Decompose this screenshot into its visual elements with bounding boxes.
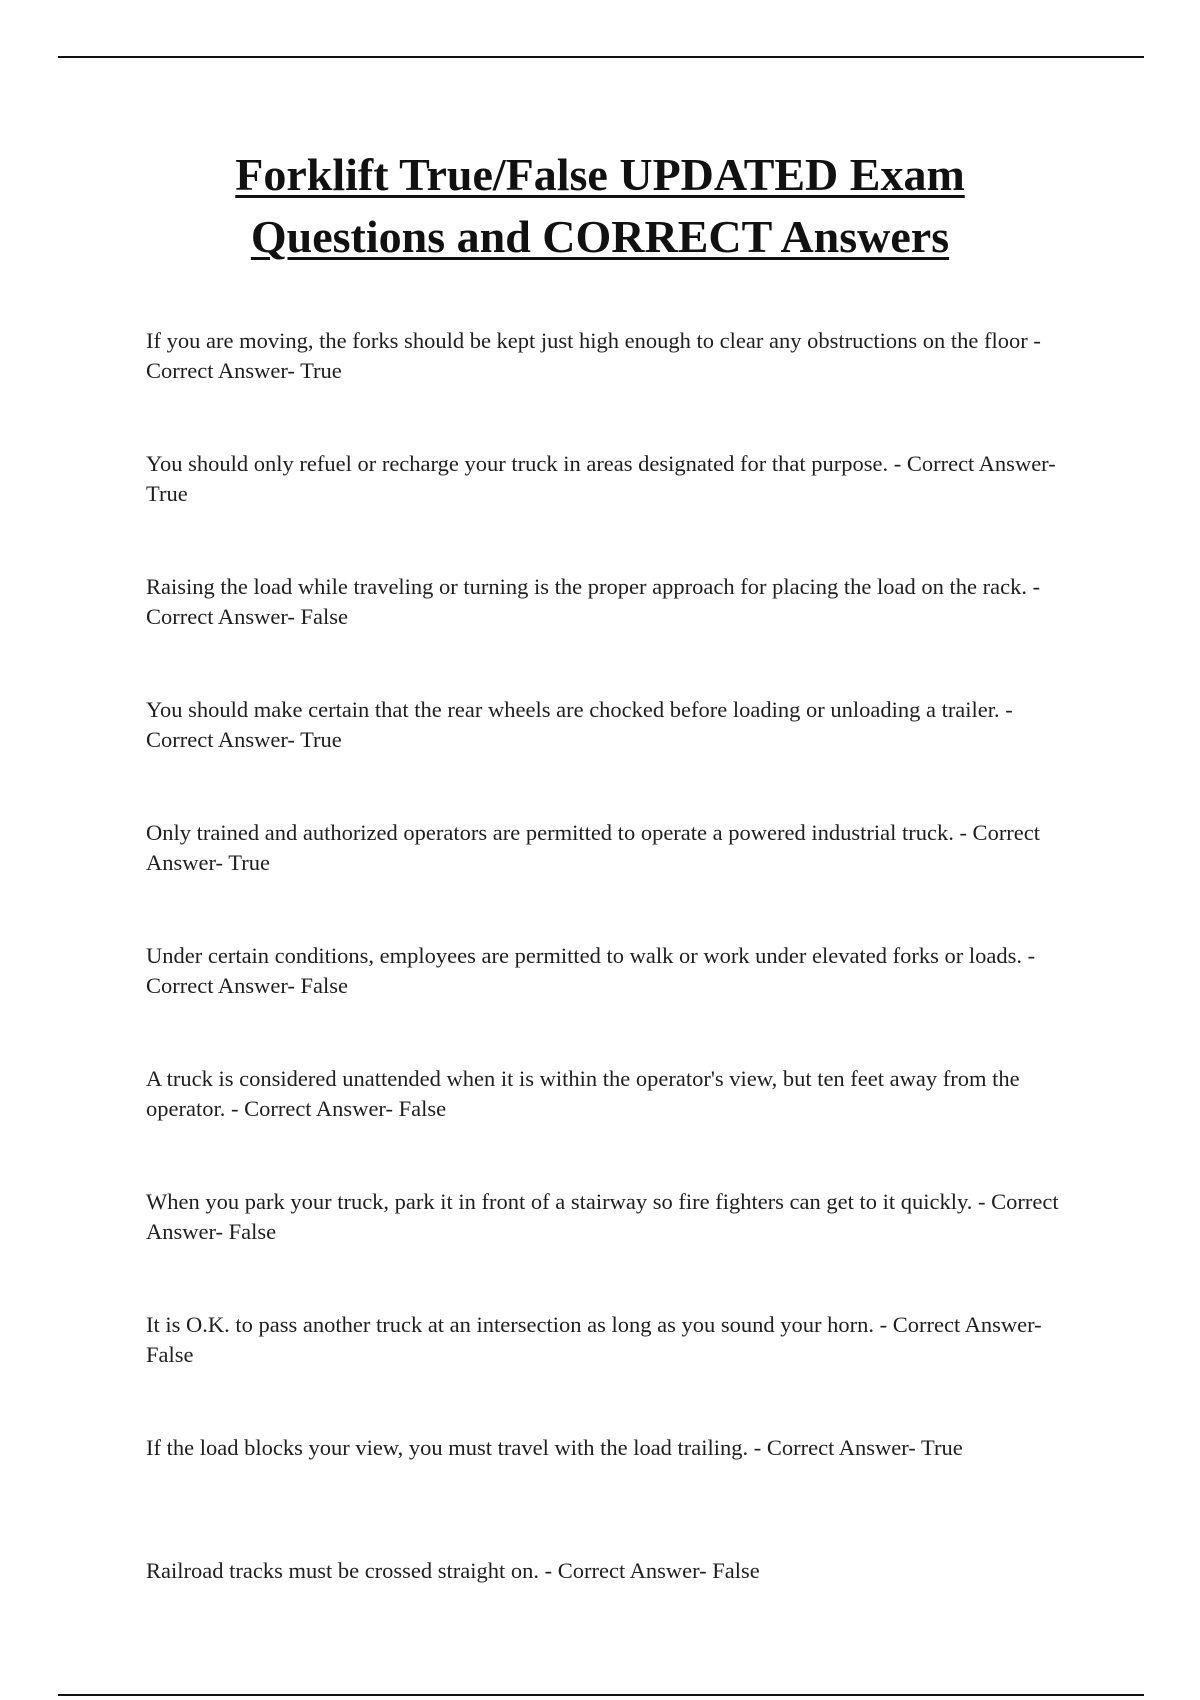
question-item-4: You should make certain that the rear wheels are chocked before loading or unloading a trailer. - Correct Answer- True [146,697,1013,752]
question-item-3: Raising the load while traveling or turning is the proper approach for placing the load on the rack. - Correct Answer- False [146,574,1041,629]
question-list [146,326,1061,1679]
top-rule [58,56,1144,58]
question-item-7: A truck is considered unattended when it is within the operator's view, but ten feet away from the operator. - Correct Answer- False [146,1066,1020,1121]
title-line-2: Questions and CORRECT Answers [250,211,950,262]
page-title [100,144,1100,268]
question-item-8: When you park your truck, park it in front of a stairway so fire fighters can get to it quickly. - Correct Answer- False [146,1189,1059,1244]
question-item-2: You should only refuel or recharge your truck in areas designated for that purpose. - Correct Answer- True [146,451,1056,506]
question-item-9: It is O.K. to pass another truck at an intersection as long as you sound your horn. - Correct Answer- False [146,1312,1042,1367]
question-item-1: If you are moving, the forks should be kept just high enough to clear any obstructions on the floor - Correct Answer- True [146,328,1041,383]
question-item-5: Only trained and authorized operators are permitted to operate a powered industrial truck. - Correct Answer- True [146,820,1041,875]
bottom-rule [58,1694,1144,1696]
question-item-6: Under certain conditions, employees are permitted to walk or work under elevated forks or loads. - Correct Answer- False [146,943,1036,998]
question-item-11: Railroad tracks must be crossed straight on. - Correct Answer- False [146,1558,760,1583]
title-line-1: Forklift True/False UPDATED Exam [235,149,965,200]
question-item-10: If the load blocks your view, you must travel with the load trailing. - Correct Answer- True [146,1435,963,1460]
